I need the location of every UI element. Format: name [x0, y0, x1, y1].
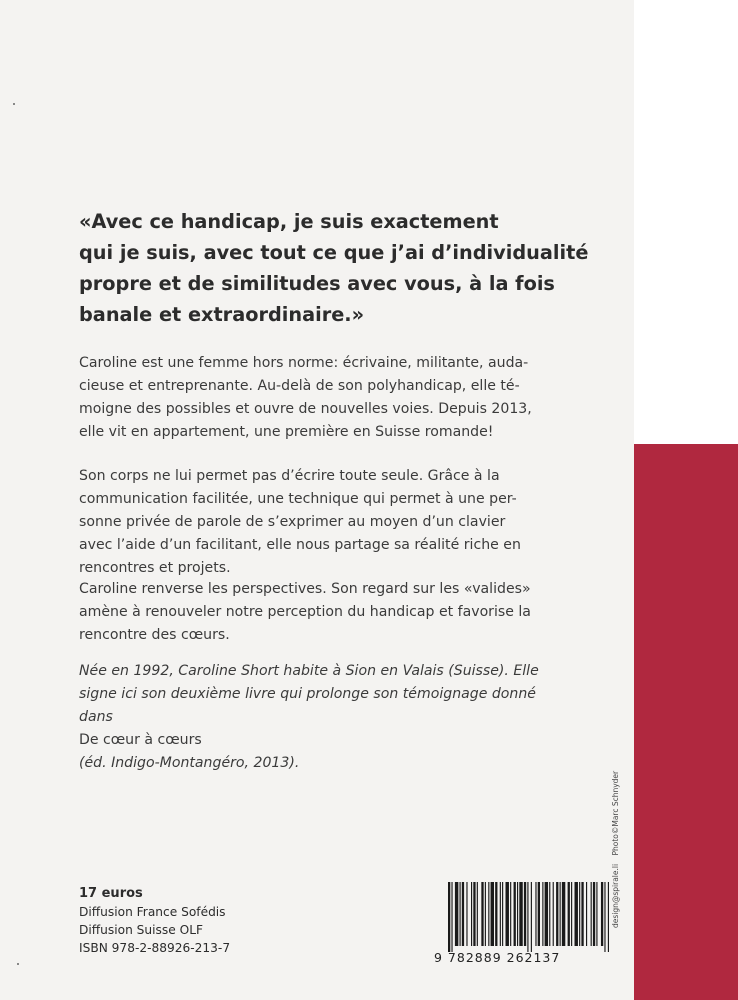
barcode-bar: [562, 882, 565, 946]
barcode-bar: [519, 882, 522, 946]
barcode-bar: [581, 882, 583, 946]
barcode-bar: [579, 882, 580, 946]
barcode-bar: [481, 882, 483, 946]
barcode-bar: [524, 882, 526, 946]
barcode-bar: [538, 882, 540, 946]
barcode-bar: [531, 882, 532, 952]
barcode-bar: [586, 882, 587, 946]
credits: [611, 728, 623, 928]
text-line: Caroline est une femme hors norme: écrivaine, militante, auda-: [79, 355, 529, 371]
quote-line: propre et de similitudes avec vous, à la fois: [79, 272, 555, 295]
text-line: communication facilitée, une technique qui permet à une per-: [79, 491, 517, 507]
author-bio: [79, 660, 625, 775]
text-fragment: dans: [79, 709, 113, 725]
barcode-bar: [506, 882, 509, 946]
paragraph-intro: [79, 352, 625, 444]
design-credit: design@spirale.li: [611, 863, 620, 928]
photo-credit: Photo©Marc Schnyder: [611, 770, 620, 856]
barcode-bar: [448, 882, 450, 952]
text-line: elle vit en appartement, une première en Suisse romande!: [79, 424, 494, 440]
text-line: amène à renouveler notre perception du handicap et favorise la: [79, 604, 531, 620]
text-line: cieuse et entreprenante. Au-delà de son polyhandicap, elle té-: [79, 378, 520, 394]
barcode-bar: [485, 882, 486, 946]
text-line: Née en 1992, Caroline Short habite à Sion en Valais (Suisse). Elle: [79, 663, 539, 679]
barcode-bar: [545, 882, 548, 946]
isbn: ISBN 978-2-88926-213-7: [79, 941, 231, 955]
barcode-bar: [466, 882, 467, 946]
barcode-bar: [462, 882, 464, 946]
text-line: moigne des possibles et ouvre de nouvelles voies. Depuis 2013,: [79, 401, 532, 417]
price: 17 euros: [79, 886, 143, 901]
barcode-bar: [517, 882, 518, 946]
distribution-france: Diffusion France Sofédis: [79, 905, 226, 919]
text-line: avec l’aide d’un facilitant, elle nous partage sa réalité riche en: [79, 537, 521, 553]
barcode-bar: [604, 882, 605, 952]
barcode-number: 9 782889 262137: [434, 950, 561, 965]
pull-quote: [79, 206, 619, 330]
barcode-bar: [460, 882, 461, 946]
publication-info: [79, 885, 230, 957]
barcode-bar: [568, 882, 570, 946]
barcode-bar: [535, 882, 536, 946]
barcode-bar: [510, 882, 511, 946]
quote-line: «Avec ce handicap, je suis exactement: [79, 210, 499, 233]
text-line: rencontres et projets.: [79, 560, 231, 576]
text-line: [79, 706, 625, 775]
paragraph-communication: [79, 465, 625, 580]
barcode-bar: [575, 882, 578, 946]
dust-speck: [13, 103, 15, 105]
barcode-bar: [477, 882, 478, 946]
barcode-bar: [502, 882, 503, 946]
barcode-bar: [571, 882, 572, 946]
barcode-bar: [500, 882, 501, 946]
distribution-suisse: Diffusion Suisse OLF: [79, 923, 203, 937]
text-line: sonne privée de parole de s’exprimer au moyen d’un clavier: [79, 514, 506, 530]
barcode-bar: [549, 882, 550, 946]
barcode-bar: [451, 882, 452, 952]
barcode-bar: [542, 882, 543, 946]
red-color-block: [634, 444, 738, 1000]
barcode-bar: [527, 882, 528, 952]
barcode-bar: [488, 882, 489, 946]
text-line: rencontre des cœurs.: [79, 627, 230, 643]
paragraph-perspectives: [79, 578, 625, 647]
barcode-bar: [596, 882, 597, 946]
barcode-bar: [560, 882, 561, 946]
quote-line: banale et extraordinaire.»: [79, 303, 365, 326]
barcode-bar: [601, 882, 603, 946]
quote-line: qui je suis, avec tout ce que j’ai d’individualité: [79, 241, 589, 264]
barcode-bar: [593, 882, 595, 946]
barcode-bar: [491, 882, 494, 946]
barcode-bar: [514, 882, 516, 946]
barcode-bar: [455, 882, 458, 946]
barcode-bar: [556, 882, 558, 946]
text-line: Caroline renverse les perspectives. Son regard sur les «valides»: [79, 581, 531, 597]
dust-speck: [17, 963, 19, 965]
barcode-bar: [553, 882, 554, 946]
text-line: Son corps ne lui permet pas d’écrire toute seule. Grâce à la: [79, 468, 500, 484]
barcode-bar: [495, 882, 497, 946]
barcode-bar: [591, 882, 592, 946]
text-line: signe ici son deuxième livre qui prolonge son témoignage donné: [79, 686, 536, 702]
text-fragment: (éd. Indigo-Montangéro, 2013).: [79, 755, 300, 771]
book-title-reference: De cœur à cœurs: [79, 732, 202, 748]
barcode-bar: [608, 882, 609, 952]
barcode-bar: [471, 882, 472, 946]
barcode-bar: [473, 882, 475, 946]
